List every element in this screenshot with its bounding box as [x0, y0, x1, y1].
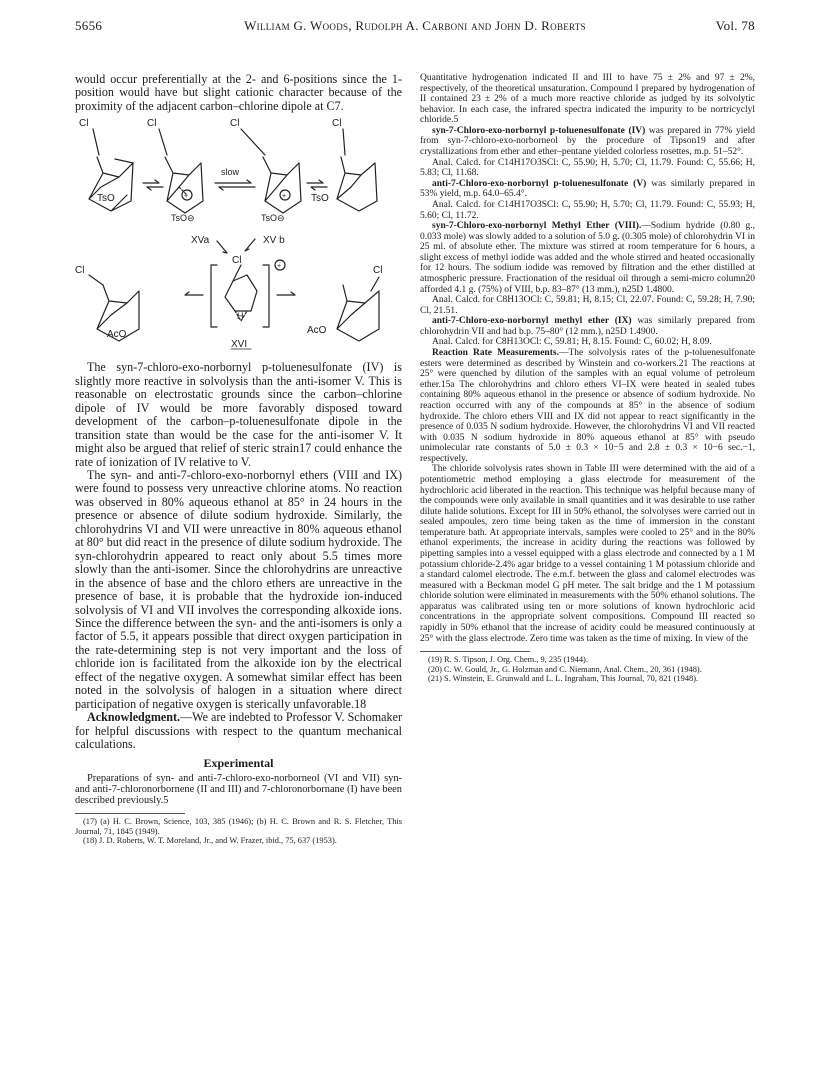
- tso-label-2: TsO: [311, 193, 329, 205]
- footnote-21: (21) S. Winstein, E. Grunwald and L. L. Ingraham, This Journal, 70, 821 (1948).: [428, 674, 699, 684]
- page-number: 5656: [75, 18, 103, 33]
- hydrogenation-paragraph: Quantitative hydrogenation indicated II and III to have 75 ± 2% and 97 ± 2%, respectively, of the theoretical unsaturation. Compound I prepared by hydrogenation of II contained 23 ± 2% of a much more reactive chloride as judged by its solvolytic behavior. In each case, the infrared spectra indicated the impurity to be nortricyclyl chloride.5: [420, 73, 755, 126]
- tso-anion-label-2: TsO⊖: [261, 213, 285, 224]
- compound-viii-analysis: Anal. Calcd. for C8H13OCl: C, 59.81; H, 8.15; Cl, 22.07. Found: C, 59.28; H, 7.90; Cl, 21.51.: [420, 295, 755, 316]
- footnote-17: (17) (a) H. C. Brown, Science, 103, 385 (1946); (b) H. C. Brown and R. S. Fletcher, This Journal, 71, 1845 (1949).: [75, 817, 402, 836]
- xvi-label: XVI: [231, 339, 248, 351]
- aco-label-2: AcO: [307, 325, 327, 337]
- cl-label-1: Cl: [79, 118, 89, 130]
- xvb-label: XV b: [263, 235, 285, 247]
- cl-label-4: Cl: [332, 118, 342, 130]
- compound-v-heading: anti-7-Chloro-exo-norbornyl p-toluenesulfonate (V): [432, 178, 647, 189]
- running-header: [75, 18, 755, 38]
- slow-label: slow: [221, 167, 240, 178]
- plus-sign-2: +: [184, 193, 189, 201]
- right-column: [420, 73, 755, 684]
- norbornyl-structure-3: [263, 157, 301, 213]
- compound-iv-paragraph: [420, 126, 755, 158]
- compound-viii-heading: syn-7-Chloro-exo-norbornyl Methyl Ether (VIII).: [432, 221, 642, 232]
- footnote-19: (19) R. S. Tipson, J. Org. Chem., 9, 235 (1944).: [428, 655, 588, 665]
- experimental-heading: Experimental: [203, 755, 274, 770]
- compound-ix-paragraph: [420, 316, 755, 337]
- compound-ix-analysis: Anal. Calcd. for C8H13OCl: C, 59.81; H, 8.15. Found: C, 60.02; H, 8.09.: [432, 337, 712, 348]
- tso-anion-label-1: TsO⊖: [171, 213, 195, 224]
- plus-sign-xvi: +: [277, 263, 282, 271]
- tso-label-1: TsO: [97, 193, 115, 205]
- compound-iv-analysis: Anal. Calcd. for C14H17O3SCl: C, 55.90; H, 5.70; Cl, 11.79. Found: C, 55.66; H, 5.83; Cl, 11.68.: [420, 157, 755, 179]
- compound-ix-body: was similarly prepared from chlorohydrin VII and had b.p. 75–80° (12 mm.), n25D 1.4900.: [420, 316, 755, 337]
- chloride-solvolysis-paragraph: The chloride solvolysis rates shown in Table III were determined with the aid of a potentiometric method employing a glass electrode for measurement of the hydrochloric acid liberated in the reaction. This technique was helpful because many of the compounds were only available in small quantities and it was desirable to use rather dilute halide solutions. Except for III in 50% ethanol, the solvolyses were carried out in sealed ampoules, zero time being taken as the time of immersion in the constant temperature bath. At appropriate intervals, samples were cooled to 25° and in the 80% ethanol experiments, the increase in acidity during the reactions was followed by pipetting samples into a vessel equipped with a glass electrode and connected by a 1 M potassium chloride-2.4% agar bridge to a vessel containing 1 M potassium chloride and a standard calomel electrode. The e.m.f. between the glass and calomel electrodes was measured with a Beckman model G pH meter. The salt bridge and the 1 M potassium chloride solution were eliminated in measurements with the 50% ethanol solutions. The apparatus was calibrated using ten or more solutions of known hydrochloric acid concentrations in the appropriate solvent compositions. Compound III reacted so rapidly in 50% ethanol that the increase of acidity could be measured continuously at 25° with the glass electrode. Zero time was taken as the time of mixing. In view of the: [420, 464, 755, 644]
- ethers-paragraph: The syn- and anti-7-chloro-exo-norbornyl ethers (VIII and IX) were found to possess very unreactive chlorine atoms. No reaction was observed in 80% aqueous ethanol at 85° in 24 hours in the presence or absence of dilute sodium hydroxide. Similarly, the chlorohydrins VI and VII were unreactive in 80% aqueous ethanol at 80° but did react in the presence of dilute sodium hydroxide. The syn-chlorohydrin appeared to react only about 5.5 times more slowly than the anti-isomer. Since the chlorohydrins are unreactive in the absence of base and the chloro ethers are unreactive in the presence of base, it is probable that the hydroxide ion-induced solvolysis of VI and VII involves the corresponding alkoxide ions. Since the difference between the syn- and the anti-isomers is only a factor of 5.5, it appears possible that direct oxygen participation in the rate-determining step is not very important and the loss of chloride ion is facilitated from the alkoxide ion by the electrical effect of the negative oxygen. A somewhat similar effect has been noted in the solvolysis of halogen in a situation where direct participation of negative oxygen is sterically unfavorable.18: [75, 467, 402, 711]
- footnote-18: (18) J. D. Roberts, W. T. Moreland, Jr., and W. Frazer, ibid., 75, 637 (1953).: [83, 836, 337, 846]
- acknowledgment-heading: Acknowledgment.: [87, 710, 181, 725]
- cl-label-6: Cl: [373, 265, 383, 277]
- aco-label-1: AcO: [107, 329, 127, 341]
- rate-measurements-paragraph: [420, 348, 755, 464]
- compound-viii-paragraph: [420, 221, 755, 295]
- bridged-ion-xvi: [211, 260, 285, 327]
- norbornyl-structure-2: [165, 157, 203, 213]
- compound-v-paragraph: [420, 179, 755, 200]
- cl-label-5: Cl: [75, 265, 85, 277]
- cl-label-xvi: Cl: [232, 255, 242, 267]
- syn-paragraph: The syn-7-chloro-exo-norbornyl p-toluenesulfonate (IV) is slightly more reactive in solvolysis than the anti-isomer V. This is reasonable on electrostatic grounds since the carbon–chlorine dipole of IV would be more favorably disposed toward development of the carbon–p-toluenesulfonate dipole in the transition state than would be the case for the anti-isomer V. It might also be argued that relief of steric strain17 could enhance the rate of ionization of IV relative to V.: [75, 360, 402, 469]
- compound-ix-heading: anti-7-Chloro-exo-norbornyl methyl ether (IX): [432, 316, 632, 327]
- cl-label-3: Cl: [230, 118, 240, 130]
- acknowledgment-paragraph: [75, 711, 402, 751]
- reaction-scheme: [75, 115, 402, 358]
- norbornyl-structure-4: [337, 157, 377, 211]
- experimental-paragraph: Preparations of syn- and anti-7-chloro-exo-norborneol (VI and VII) syn- and anti-7-chloronorbornene (II and III) and 7-chloronorbornane (I) have been described previously.5: [75, 772, 402, 806]
- plus-sign-3: +: [282, 193, 287, 201]
- footnote-divider-left: [75, 813, 185, 814]
- left-column: [75, 73, 402, 846]
- compound-viii-body: —Sodium hydride (0.80 g., 0.033 mole) was slowly added to a solution of 5.0 g. (0.305 mole) of chlorohydrin VI in 25 ml. of absolute ether. The mixture was stirred at room temperature for 6 hours, a slight excess of methyl iodide was added and the whole stirred and heated occasionally for 12 hours. The sodium iodide was removed by filtration and the ether distilled at atmospheric pressure. Fractionation of the residual oil through a semi-micro column20 afforded 4.1 g. (75%) of VIII, b.p. 83–87° (13 mm.), n25D 1.4800.: [420, 221, 756, 295]
- compound-iv-heading: syn-7-Chloro-exo-norbornyl p-toluenesulfonate (IV): [432, 125, 646, 136]
- footnote-divider-right: [420, 651, 530, 652]
- xva-label: XVa: [191, 235, 210, 247]
- footnote-20: (20) C. W. Gould, Jr., G. Holzman and C. Niemann, Anal. Chem., 20, 361 (1948).: [428, 664, 702, 674]
- acetate-product-right: [337, 285, 379, 341]
- h-label: H: [237, 311, 244, 322]
- intro-paragraph: would occur preferentially at the 2- and 6-positions since the 1-position would have but slight cationic character because of the proximity of the adjacent carbon–chlorine dipole at C7.: [75, 72, 402, 113]
- running-authors: William G. Woods, Rudolph A. Carboni and John D. Roberts: [244, 18, 586, 33]
- rate-measurements-body: —The solvolysis rates of the p-toluenesulfonate esters were determined as described by Winstein and co-workers.21 The reactions at 25° were quenched by dilution of the samples with an equal volume of petroleum ether.15a The chlorohydrins and chloro ethers VI–IX were heated in sealed tubes containing 80% aqueous ethanol in the presence or absence of sodium hydroxide. No reaction occurred with any of the compounds at 85° in the absence of sodium hydroxide. The chloro ethers VIII and IX did not appear to react significantly in the presence of 0.035 N sodium hydroxide. However, the chlorohydrins VI and VII reacted with 0.035 N sodium hydroxide in 80% aqueous ethanol at 85° with pseudo unimolecular rate constants of 5.0 ± 0.3 × 10−5 and 2.8 ± 0.3 × 10−6 sec.−1, respectively.: [420, 348, 755, 464]
- rate-measurements-heading: Reaction Rate Measurements.: [432, 348, 559, 359]
- cl-label-2: Cl: [147, 118, 157, 130]
- compound-v-body: was similarly prepared in 53% yield, m.p. 64.0–65.4°.: [420, 178, 755, 200]
- acknowledgment-body: —We are indebted to Professor V. Schomaker for helpful discussions with respect to the quantum mechanical calculations.: [75, 710, 402, 752]
- compound-iv-body: was prepared in 77% yield from syn-7-chloro-exo-norborneol by the procedure of Tipson19 and after crystallizations from ether and ether–pentane yielded colorless rosettes, m.p. 51–52°.: [420, 125, 755, 158]
- compound-v-analysis: Anal. Calcd. for C14H17O3SCl: C, 55.90; H, 5.70; Cl, 11.79. Found: C, 55.93; H, 5.60; Cl, 11.72.: [420, 199, 755, 221]
- volume-label: Vol. 78: [715, 18, 755, 33]
